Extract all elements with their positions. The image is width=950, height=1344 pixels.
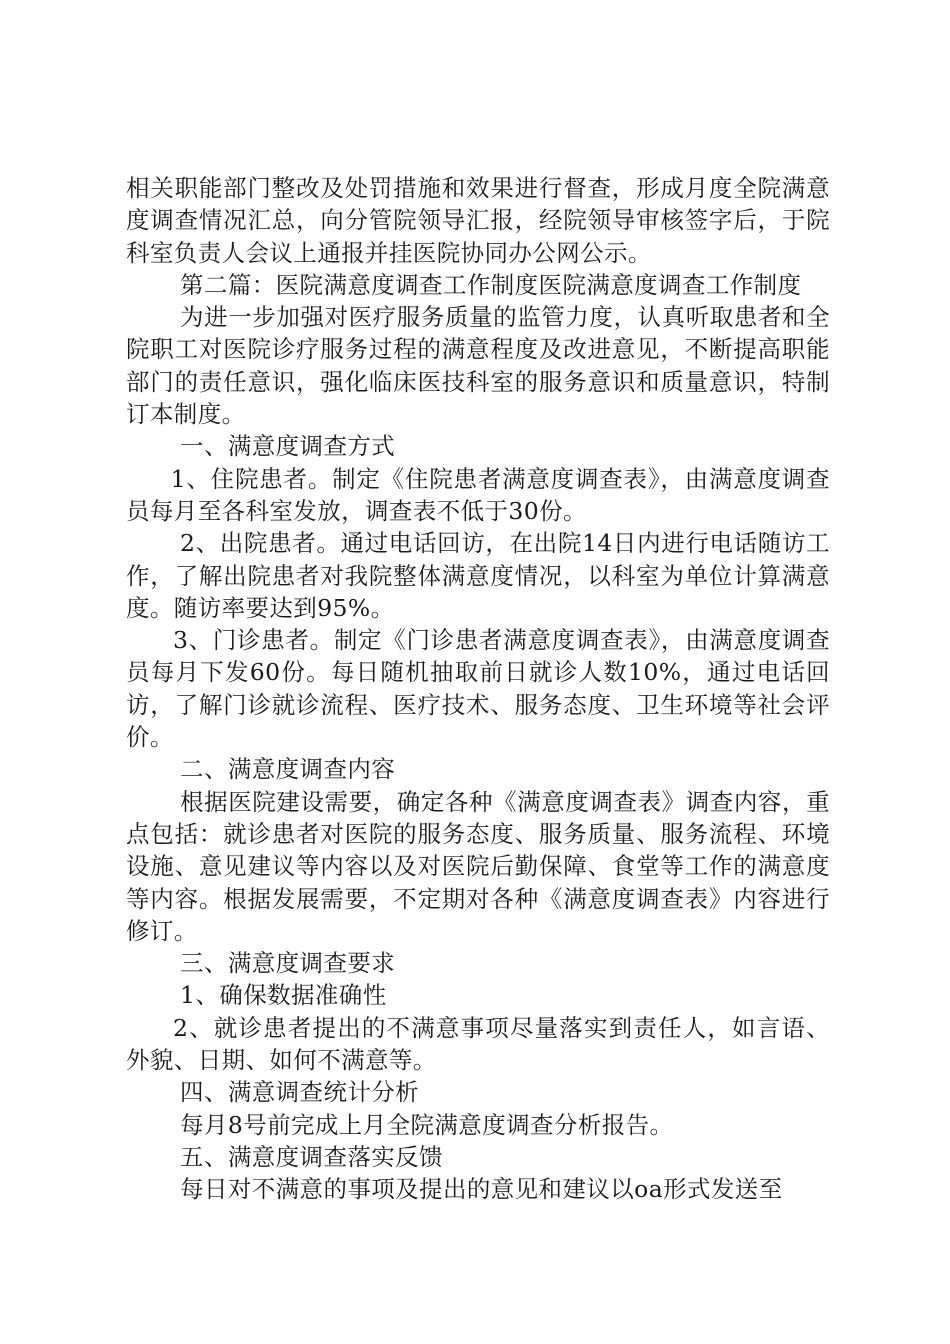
heading-survey-requirements: 三、满意度调查要求: [180, 949, 396, 978]
heading-survey-methods: 一、满意度调查方式: [180, 432, 396, 461]
paragraph-intro: 为进一步加强对医疗服务质量的监管力度，认真听取患者和全院职工对医院诊疗服务过程的满意程度及改进意见，不断提高职能部门的责任意识，强化临床医技科室的服务意识和质量意识，特制订本制度。: [126, 303, 830, 429]
item-responsibility: 2、就诊患者提出的不满意事项尽量落实到责任人，如言语、外貌、日期、如何不满意等。: [126, 1013, 830, 1075]
item-discharged-patients: 2、出院患者。通过电话回访，在出院14日内进行电话随访工作，了解出院患者对我院整体满意度情况，以科室为单位计算满意度。随访率要达到95%。: [126, 529, 830, 622]
paragraph-continuation: 相关职能部门整改及处罚措施和效果进行督查，形成月度全院满意度调查情况汇总，向分管院领导汇报，经院领导审核签字后，于院科室负责人会议上通报并挂医院协同办公网公示。: [126, 174, 830, 267]
section-title-part-two: 第二篇：医院满意度调查工作制度医院满意度调查工作制度: [180, 270, 802, 299]
paragraph-feedback: 每日对不满意的事项及提出的意见和建议以oa形式发送至: [180, 1175, 783, 1204]
item-inpatients: 1、住院患者。制定《住院患者满意度调查表》，由满意度调查员每月至各科室发放，调查表不低于30份。: [126, 464, 830, 525]
item-outpatients: 3、门诊患者。制定《门诊患者满意度调查表》，由满意度调查员每月下发60份。每日随机抽取前日就诊人数10%，通过电话回访，了解门诊就诊流程、医疗技术、服务态度、卫生环境等社会评价。: [126, 626, 830, 752]
heading-statistics: 四、满意调查统计分析: [180, 1078, 420, 1107]
paragraph-statistics: 每月8号前完成上月全院满意度调查分析报告。: [180, 1110, 674, 1139]
document-body: [126, 172, 830, 1206]
paragraph-survey-content: 根据医院建设需要，确定各种《满意度调查表》调查内容，重点包括：就诊患者对医院的服务态度、服务质量、服务流程、环境设施、意见建议等内容以及对医院后勤保障、食堂等工作的满意度等内容。根据发展需要，不定期对各种《满意度调查表》内容进行修订。: [126, 787, 830, 945]
heading-survey-content: 二、满意度调查内容: [180, 755, 396, 784]
heading-feedback: 五、满意度调查落实反馈: [180, 1142, 443, 1171]
item-data-accuracy: 1、确保数据准确性: [180, 981, 387, 1010]
